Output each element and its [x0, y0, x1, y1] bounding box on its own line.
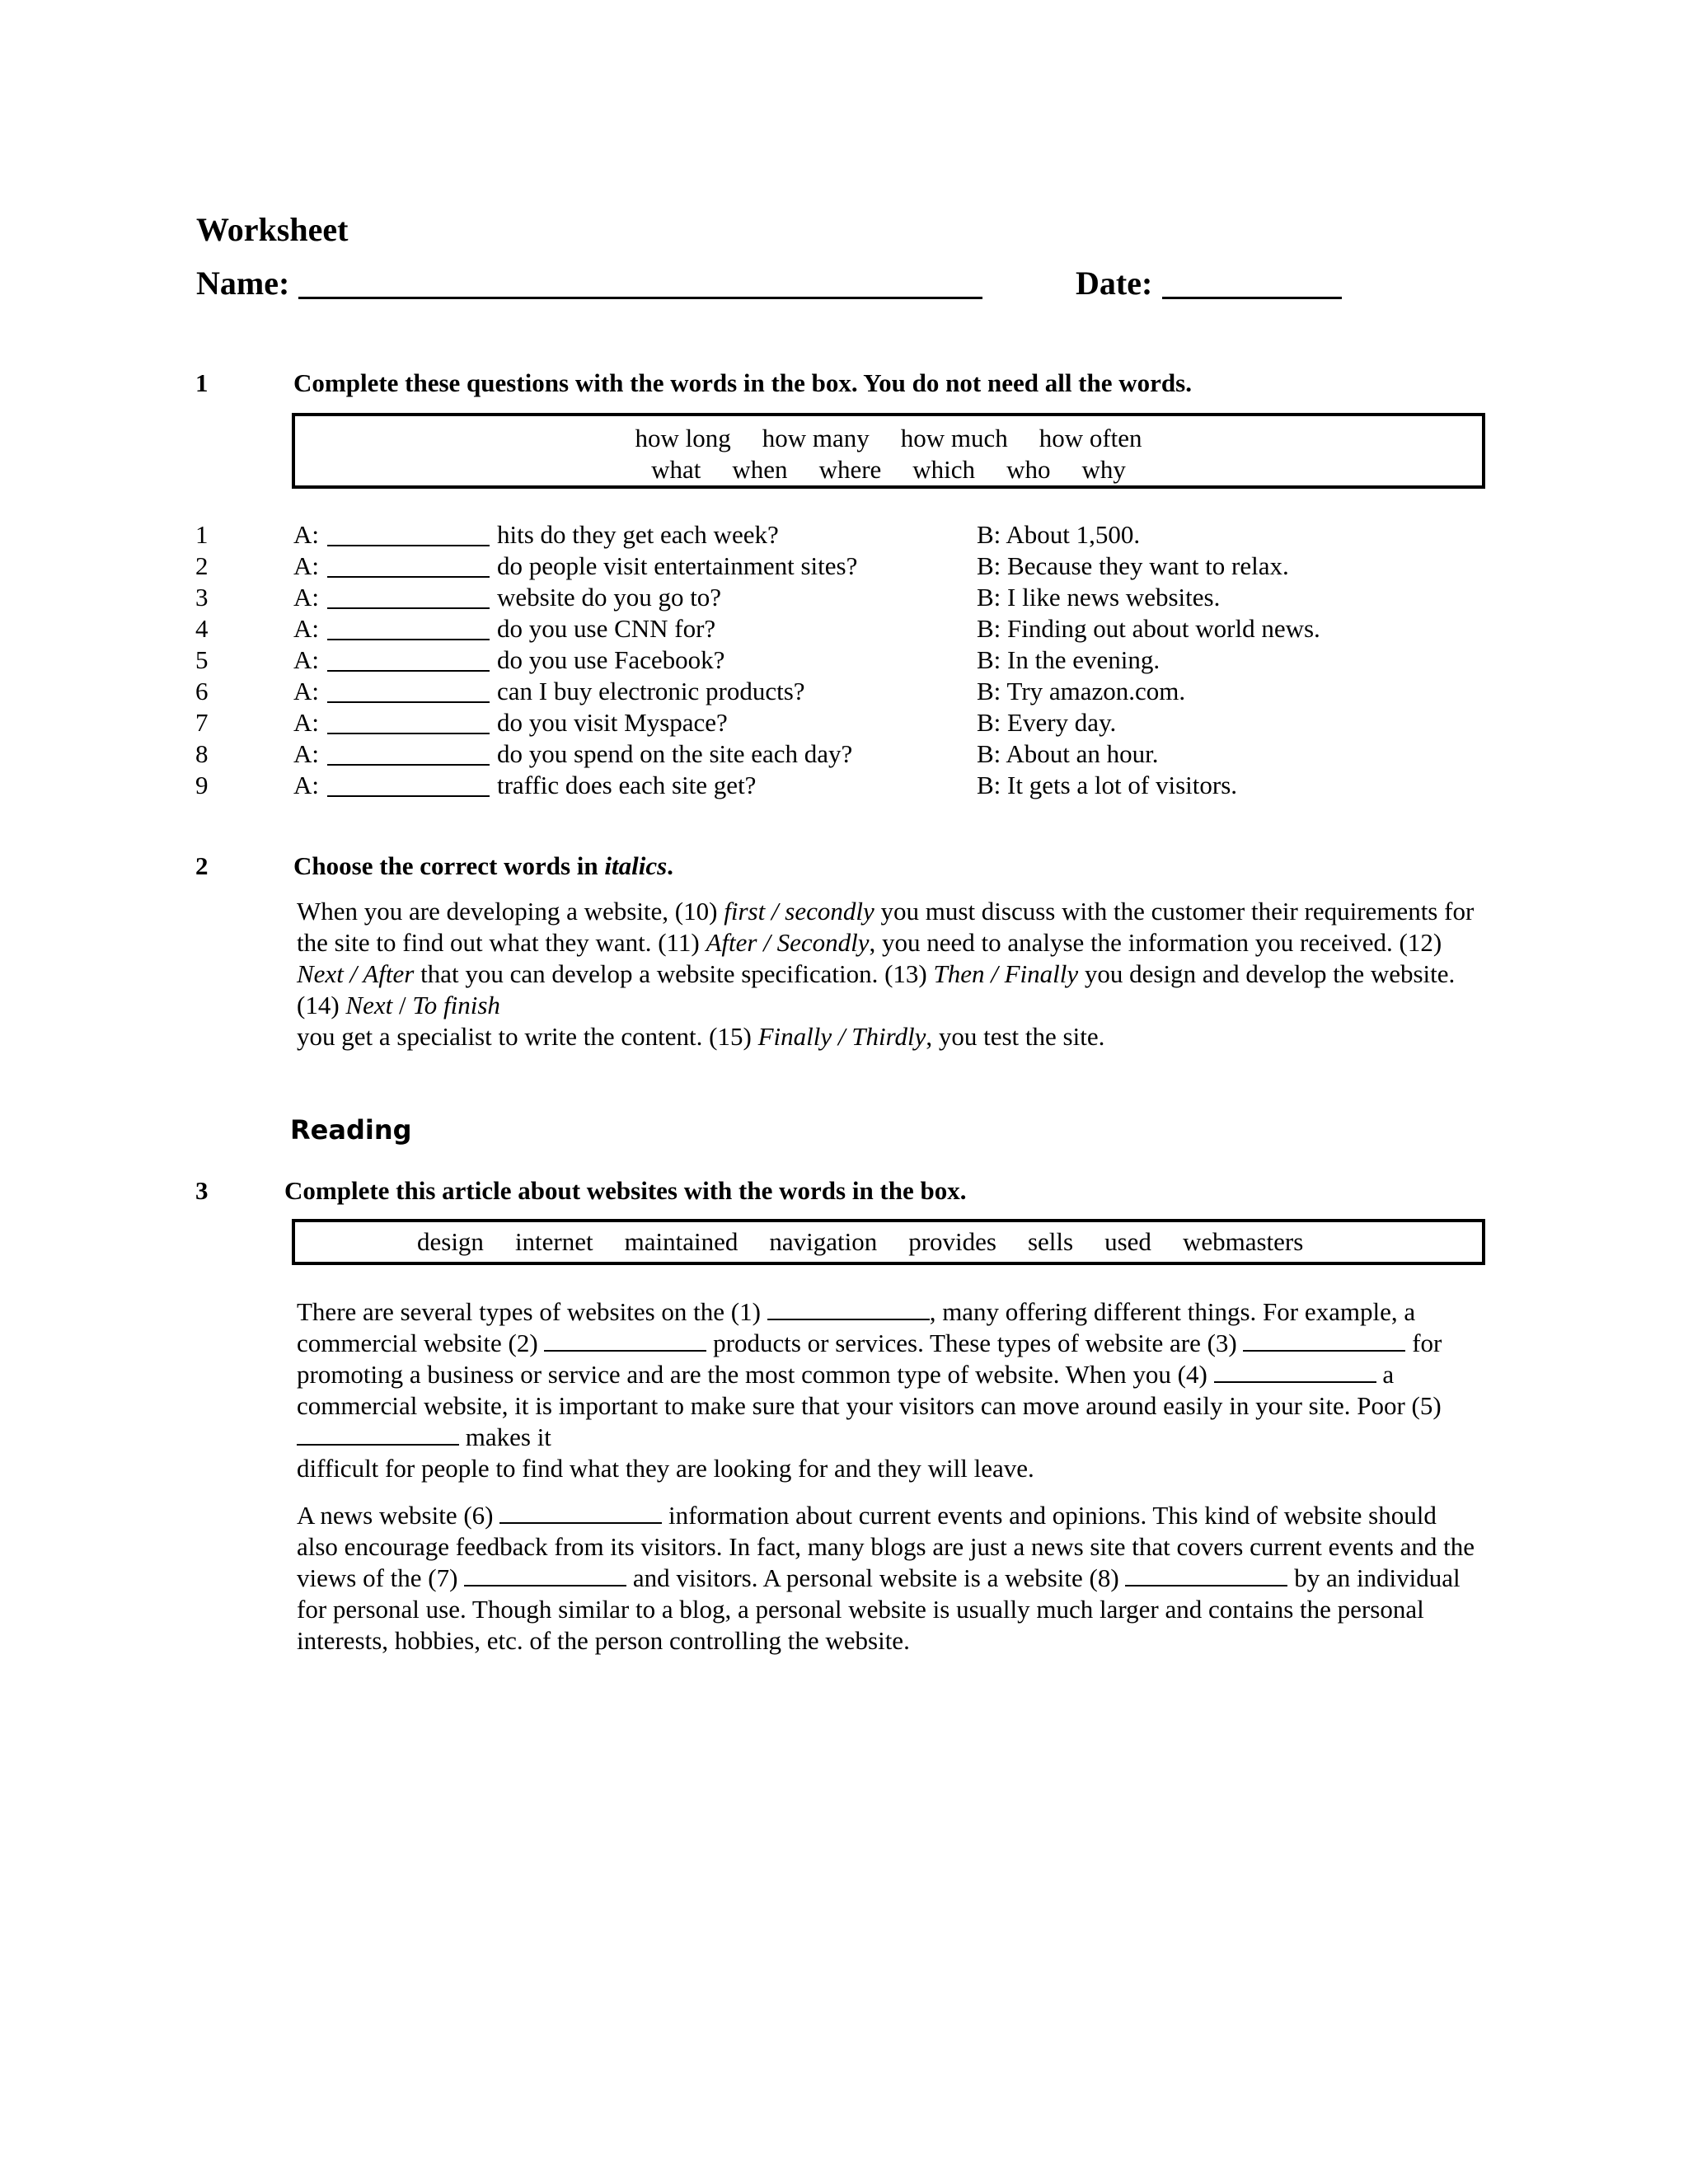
speaker-a-label: A: [293, 739, 319, 768]
worksheet-title: Worksheet [196, 211, 349, 248]
question-text: website do you go to? [497, 583, 722, 612]
choice-12[interactable]: Next / After [297, 959, 415, 988]
word-box-row-2 [295, 454, 1482, 485]
speaker-a-label: A: [293, 551, 319, 580]
speaker-a-label: A: [293, 645, 319, 674]
text: by an individual for personal use. Though similar to a blog, a personal website is usually much larger and contains the personal interests, hobbies, etc. of the person controlling the website. [297, 1563, 1461, 1655]
speaker-a-label: A: [293, 677, 319, 705]
question-number: 4 [195, 614, 209, 643]
question-text: do people visit entertainment sites? [497, 551, 858, 580]
question-text: can I buy electronic products? [497, 677, 805, 705]
text: you get a specialist to write the content. (15) [297, 1022, 758, 1051]
box-word: which [912, 455, 976, 484]
section-1-number: 1 [195, 368, 209, 397]
question-number: 1 [195, 520, 209, 549]
box-word: provides [908, 1227, 996, 1256]
answer-b-text: B: Every day. [977, 708, 1117, 737]
word-box-row-1 [295, 423, 1482, 454]
section-2-instruction [293, 851, 673, 881]
text: / [392, 991, 413, 1019]
text: and visitors. A personal website is a website (8) [626, 1563, 1126, 1592]
box-word: why [1081, 455, 1126, 484]
section-3-word-box [292, 1219, 1485, 1265]
box-word: internet [514, 1227, 593, 1256]
text: , you test the site. [926, 1022, 1105, 1051]
question-text: do you use Facebook? [497, 645, 725, 674]
text: , many offering different things. For example, a commercial website (2) [297, 1297, 1416, 1357]
gap-4-blank[interactable] [1214, 1360, 1376, 1383]
question-row [0, 771, 1688, 802]
question-number: 8 [195, 739, 209, 768]
instruction-text: Choose the correct words in [293, 851, 605, 880]
choice-14b[interactable]: To finish [412, 991, 500, 1019]
text: products or services. These types of website are (3) [706, 1329, 1244, 1357]
question-text: hits do they get each week? [497, 520, 779, 549]
question-row [0, 520, 1688, 551]
question-row [0, 583, 1688, 614]
section-2-number: 2 [195, 851, 209, 880]
speaker-a-label: A: [293, 771, 319, 799]
section-3-number: 3 [195, 1176, 209, 1205]
speaker-a-label: A: [293, 614, 319, 643]
choice-14a[interactable]: Next [345, 991, 393, 1019]
question-text: traffic does each site get? [497, 771, 757, 799]
choice-15[interactable]: Finally / Thirdly [757, 1022, 926, 1051]
speaker-a-label: A: [293, 583, 319, 612]
choice-11[interactable]: After / Secondly [706, 928, 870, 957]
date-label: Date: [1076, 265, 1153, 302]
answer-blank[interactable] [327, 670, 490, 672]
text: information about current events and opinions. This kind of website should also encourage feedback from its visitors. In fact, many blogs are just a news site that covers current events and the views of the (7) [297, 1501, 1475, 1592]
answer-b-text: B: Because they want to relax. [977, 551, 1289, 580]
box-word: webmasters [1182, 1227, 1304, 1256]
name-field-line[interactable] [298, 297, 982, 299]
box-word: design [417, 1227, 484, 1256]
date-field-line[interactable] [1162, 297, 1342, 299]
gap-3-blank[interactable] [1243, 1329, 1405, 1352]
article-paragraph-2 [297, 1500, 1484, 1657]
box-word: used [1104, 1227, 1151, 1256]
text: that you can develop a website specification. (13) [414, 959, 934, 988]
text: a commercial website, it is important to make sure that your visitors can move around easily in your site. Poor (5) [297, 1360, 1442, 1420]
question-number: 9 [195, 771, 209, 799]
question-text: do you use CNN for? [497, 614, 716, 643]
question-row [0, 677, 1688, 708]
box-word: where [818, 455, 882, 484]
text: difficult for people to find what they are looking for and they will leave. [297, 1454, 1034, 1483]
answer-blank[interactable] [327, 607, 490, 609]
gap-1-blank[interactable] [767, 1297, 930, 1320]
gap-2-blank[interactable] [544, 1329, 706, 1352]
box-word: how much [900, 424, 1008, 452]
text: you must discuss with the customer their requirements for the site to find out what they want. (11) [297, 897, 1475, 957]
box-word: what [651, 455, 701, 484]
question-number: 5 [195, 645, 209, 674]
answer-blank[interactable] [327, 733, 490, 734]
question-number: 7 [195, 708, 209, 737]
question-row [0, 551, 1688, 583]
speaker-a-label: A: [293, 520, 319, 549]
answer-b-text: B: It gets a lot of visitors. [977, 771, 1238, 799]
question-row [0, 614, 1688, 645]
text: makes it [459, 1422, 551, 1451]
box-word: how many [762, 424, 870, 452]
box-word: navigation [769, 1227, 878, 1256]
answer-b-text: B: About an hour. [977, 739, 1159, 768]
section-1-word-box [292, 413, 1485, 489]
answer-b-text: B: About 1,500. [977, 520, 1141, 549]
text: you design and develop the website. (14) [297, 959, 1456, 1019]
text: A news website (6) [297, 1501, 500, 1530]
section-2-paragraph [297, 896, 1484, 1052]
text: for promoting a business or service and are the most common type of website. When you (4) [297, 1329, 1442, 1389]
gap-6-blank[interactable] [499, 1501, 662, 1524]
box-word: maintained [624, 1227, 738, 1256]
text: When you are developing a website, (10) [297, 897, 724, 926]
choice-10[interactable]: first / secondly [724, 897, 874, 926]
gap-8-blank[interactable] [1125, 1563, 1287, 1586]
box-word: sells [1027, 1227, 1074, 1256]
section-1-instruction: Complete these questions with the words in the box. You do not need all the words. [293, 368, 1192, 397]
reading-heading: Reading [290, 1114, 412, 1146]
section-3-instruction: Complete this article about websites with the words in the box. [284, 1176, 967, 1205]
answer-blank[interactable] [327, 764, 490, 766]
question-number: 3 [195, 583, 209, 612]
answer-b-text: B: Finding out about world news. [977, 614, 1320, 643]
answer-b-text: B: In the evening. [977, 645, 1160, 674]
answer-blank[interactable] [327, 639, 490, 640]
text: , you need to analyse the information you received. (12) [869, 928, 1442, 957]
box-word: who [1006, 455, 1051, 484]
answer-blank[interactable] [327, 795, 490, 797]
speaker-a-label: A: [293, 708, 319, 737]
question-text: do you visit Myspace? [497, 708, 728, 737]
article-paragraph-1 [297, 1296, 1484, 1484]
choice-13[interactable]: Then / Finally [933, 959, 1079, 988]
question-row [0, 645, 1688, 677]
answer-blank[interactable] [327, 576, 490, 578]
instruction-italic: italics [604, 851, 668, 880]
answer-b-text: B: Try amazon.com. [977, 677, 1186, 705]
box-word: how often [1039, 424, 1142, 452]
box-word: when [732, 455, 788, 484]
name-label: Name: [196, 265, 290, 302]
question-number: 6 [195, 677, 209, 705]
instruction-period: . [667, 851, 673, 880]
text: There are several types of websites on the (1) [297, 1297, 767, 1326]
question-number: 2 [195, 551, 209, 580]
gap-5-blank[interactable] [297, 1422, 459, 1446]
answer-blank[interactable] [327, 701, 490, 703]
question-row [0, 708, 1688, 739]
answer-blank[interactable] [327, 545, 490, 546]
question-row [0, 739, 1688, 771]
box-word: how long [635, 424, 731, 452]
gap-7-blank[interactable] [464, 1563, 626, 1586]
question-text: do you spend on the site each day? [497, 739, 853, 768]
answer-b-text: B: I like news websites. [977, 583, 1221, 612]
